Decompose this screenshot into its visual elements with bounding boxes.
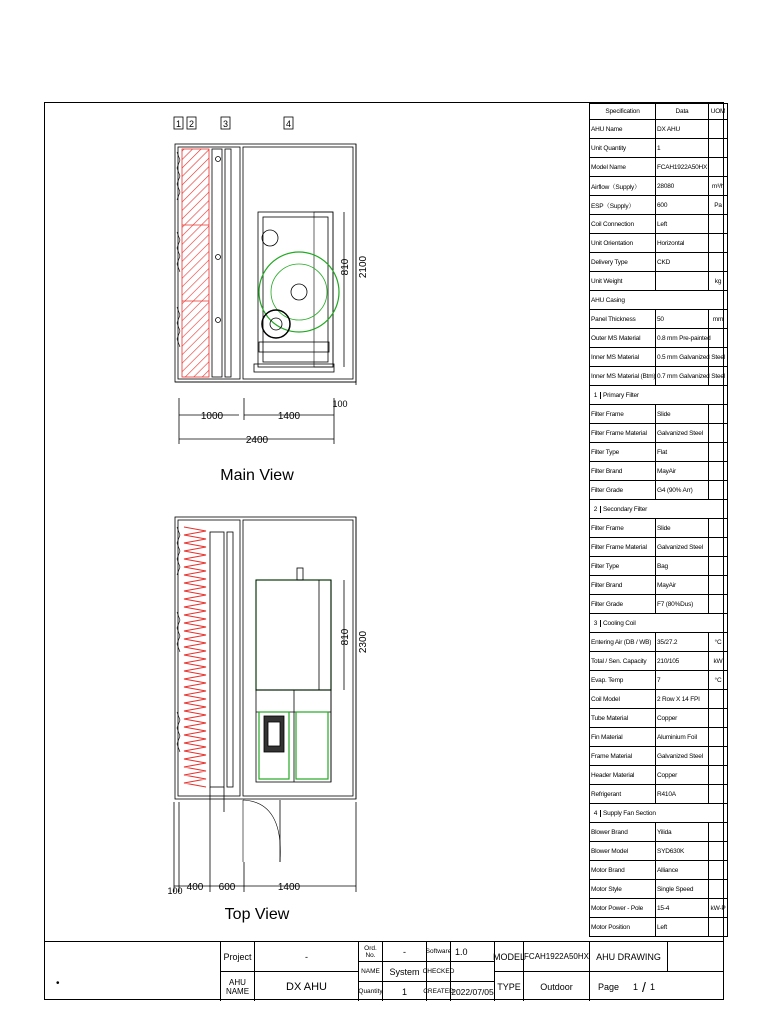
spec-row bbox=[590, 671, 728, 690]
created-value: 2022/07/05 bbox=[450, 982, 494, 1001]
spec-section-label: Secondary Filter bbox=[603, 505, 648, 513]
spec-uom: kW bbox=[709, 652, 728, 671]
spec-row bbox=[590, 576, 728, 595]
spec-label: Motor Brand bbox=[590, 861, 656, 880]
spec-label: Frame Material bbox=[590, 747, 656, 766]
project-label: Project bbox=[220, 942, 254, 971]
software-value: 1.0 bbox=[450, 942, 494, 961]
spec-row bbox=[590, 595, 728, 614]
spec-label: Unit Weight bbox=[590, 272, 656, 291]
ord-no-value: - bbox=[382, 942, 426, 961]
spec-label: Filter Type bbox=[590, 557, 656, 576]
spec-header-cell: UOM bbox=[709, 104, 728, 120]
spec-row bbox=[590, 652, 728, 671]
spec-label: Filter Brand bbox=[590, 462, 656, 481]
spec-row bbox=[590, 690, 728, 709]
spec-label: Model Name bbox=[590, 158, 656, 177]
spec-value: Left bbox=[656, 918, 709, 937]
spec-value: 2 Row X 14 FPI bbox=[656, 690, 709, 709]
spec-row bbox=[590, 367, 728, 386]
page-label: Page bbox=[598, 981, 620, 992]
tag-3: 3 bbox=[222, 119, 229, 129]
dim-1400-main: 1400 bbox=[277, 411, 301, 422]
spec-label: Inner MS Material bbox=[590, 348, 656, 367]
spec-uom bbox=[709, 880, 728, 899]
spec-row bbox=[590, 918, 728, 937]
spec-uom bbox=[709, 557, 728, 576]
spec-uom bbox=[709, 538, 728, 557]
created-label: CREATED bbox=[426, 982, 450, 1001]
ahu-name-label: AHU NAME bbox=[220, 972, 254, 1001]
spec-row bbox=[590, 766, 728, 785]
spec-row bbox=[590, 500, 728, 519]
spec-uom bbox=[709, 120, 728, 139]
spec-value: Yilida bbox=[656, 823, 709, 842]
spec-value: CKD bbox=[656, 253, 709, 272]
spec-label: Total / Sen. Capacity bbox=[590, 652, 656, 671]
spec-label: Evap. Temp bbox=[590, 671, 656, 690]
spec-row bbox=[590, 519, 728, 538]
spec-label: Fin Material bbox=[590, 728, 656, 747]
spec-value bbox=[656, 272, 709, 291]
dim-100-main: 100 bbox=[332, 399, 348, 409]
spec-value: Copper bbox=[656, 766, 709, 785]
spec-row bbox=[590, 462, 728, 481]
spec-label: Unit Quantity bbox=[590, 139, 656, 158]
spec-value: Aluminium Foil bbox=[656, 728, 709, 747]
spec-value: 210/105 bbox=[656, 652, 709, 671]
tag-1: 1 bbox=[175, 119, 182, 129]
spec-row bbox=[590, 158, 728, 177]
spec-section-header bbox=[590, 614, 728, 633]
spec-row bbox=[590, 424, 728, 443]
spec-uom bbox=[709, 139, 728, 158]
spec-label: Motor Position bbox=[590, 918, 656, 937]
spec-row bbox=[590, 785, 728, 804]
spec-uom bbox=[709, 253, 728, 272]
ahu-drawing bbox=[44, 102, 589, 941]
spec-row bbox=[590, 329, 728, 348]
spec-row bbox=[590, 272, 728, 291]
spec-uom bbox=[709, 424, 728, 443]
dim-2100: 2100 bbox=[358, 255, 369, 279]
spec-row bbox=[590, 747, 728, 766]
dot-mark: • bbox=[56, 978, 60, 989]
drawing-title-blank bbox=[667, 942, 724, 971]
spec-row bbox=[590, 310, 728, 329]
spec-section-label: Primary Filter bbox=[603, 391, 639, 399]
ahu-name-value: DX AHU bbox=[254, 972, 358, 1001]
spec-uom bbox=[709, 690, 728, 709]
spec-value: Alliance bbox=[656, 861, 709, 880]
spec-value: 0.7 mm Galvanized Steel bbox=[656, 367, 709, 386]
spec-label: Airflow（Supply） bbox=[590, 177, 656, 196]
spec-label: Filter Type bbox=[590, 443, 656, 462]
spec-value: FCAH1922A50HX bbox=[656, 158, 709, 177]
spec-value: Single Speed bbox=[656, 880, 709, 899]
spec-value: SYD630K bbox=[656, 842, 709, 861]
spec-value: 600 bbox=[656, 196, 709, 215]
dim-2300: 2300 bbox=[358, 630, 369, 654]
spec-value: 28080 bbox=[656, 177, 709, 196]
spec-value: Galvanized Steel bbox=[656, 747, 709, 766]
spec-value: Horizontal bbox=[656, 234, 709, 253]
spec-row bbox=[590, 728, 728, 747]
tag-2: 2 bbox=[188, 119, 195, 129]
spec-row bbox=[590, 899, 728, 918]
spec-label: Header Material bbox=[590, 766, 656, 785]
spec-label: Filter Frame Material bbox=[590, 538, 656, 557]
spec-value: Left bbox=[656, 215, 709, 234]
page-separator: / bbox=[642, 978, 646, 995]
spec-uom bbox=[709, 158, 728, 177]
spec-label: ESP（Supply） bbox=[590, 196, 656, 215]
spec-row bbox=[590, 481, 728, 500]
spec-label: Filter Frame bbox=[590, 405, 656, 424]
spec-value: G4 (90% Arr) bbox=[656, 481, 709, 500]
spec-value: MayAir bbox=[656, 576, 709, 595]
quantity-label: Quantity bbox=[358, 982, 382, 1001]
main-view-title: Main View bbox=[220, 467, 294, 484]
spec-value: F7 (80%Dus) bbox=[656, 595, 709, 614]
spec-uom bbox=[709, 595, 728, 614]
spec-uom bbox=[709, 234, 728, 253]
spec-value: Flat bbox=[656, 443, 709, 462]
spec-uom: °C bbox=[709, 671, 728, 690]
spec-label: Filter Grade bbox=[590, 595, 656, 614]
spec-row bbox=[590, 842, 728, 861]
spec-section-number: 3 bbox=[591, 620, 601, 627]
spec-section-header bbox=[590, 804, 728, 823]
spec-uom: m³/h bbox=[709, 177, 728, 196]
dim-600: 600 bbox=[218, 882, 236, 893]
dim-810-main: 810 bbox=[340, 258, 351, 276]
specification-table bbox=[589, 103, 728, 937]
spec-row bbox=[590, 386, 728, 405]
spec-value: 50 bbox=[656, 310, 709, 329]
spec-uom bbox=[709, 709, 728, 728]
spec-value: 0.8 mm Pre-painted bbox=[656, 329, 709, 348]
spec-value: Galvanized Steel bbox=[656, 538, 709, 557]
top-view bbox=[174, 517, 356, 892]
dim-2400: 2400 bbox=[245, 435, 269, 446]
dim-100-top: 100 bbox=[167, 886, 183, 896]
spec-uom bbox=[709, 842, 728, 861]
spec-section-label: Cooling Coil bbox=[603, 619, 636, 627]
spec-row bbox=[590, 234, 728, 253]
spec-row bbox=[590, 291, 728, 310]
spec-uom bbox=[709, 728, 728, 747]
model-label: MODEL bbox=[494, 942, 523, 971]
spec-uom bbox=[709, 405, 728, 424]
checked-label: CHECKED bbox=[426, 962, 450, 981]
spec-uom: Pa bbox=[709, 196, 728, 215]
spec-row bbox=[590, 633, 728, 652]
spec-label: Delivery Type bbox=[590, 253, 656, 272]
spec-uom bbox=[709, 823, 728, 842]
spec-section-header bbox=[590, 291, 728, 310]
page-current: 1 bbox=[633, 981, 639, 992]
dim-1400-top: 1400 bbox=[277, 882, 301, 893]
spec-value: 0.5 mm Galvanized Steel bbox=[656, 348, 709, 367]
spec-row bbox=[590, 177, 728, 196]
spec-uom bbox=[709, 443, 728, 462]
spec-label: Filter Grade bbox=[590, 481, 656, 500]
spec-section-number: 1 bbox=[591, 392, 601, 399]
spec-label: Inner MS Material (Btm) bbox=[590, 367, 656, 386]
spec-label: Entering Air (DB / WB) bbox=[590, 633, 656, 652]
spec-value: R410A bbox=[656, 785, 709, 804]
spec-value: Galvanized Steel bbox=[656, 424, 709, 443]
software-label: Software bbox=[426, 942, 450, 961]
spec-row bbox=[590, 348, 728, 367]
type-label: TYPE bbox=[494, 972, 523, 1001]
spec-label: Tube Material bbox=[590, 709, 656, 728]
project-value: - bbox=[254, 942, 358, 971]
spec-value: 35/27.2 bbox=[656, 633, 709, 652]
spec-section-header bbox=[590, 386, 728, 405]
spec-uom bbox=[709, 861, 728, 880]
spec-value: 15-4 bbox=[656, 899, 709, 918]
spec-row bbox=[590, 215, 728, 234]
spec-uom bbox=[709, 481, 728, 500]
spec-header-cell: Data bbox=[656, 104, 709, 120]
name-label: NAME bbox=[358, 962, 382, 981]
spec-row bbox=[590, 709, 728, 728]
checked-value bbox=[450, 962, 494, 981]
spec-section-label: Supply Fan Section bbox=[603, 809, 656, 817]
spec-uom bbox=[709, 519, 728, 538]
spec-uom bbox=[709, 462, 728, 481]
tag-4: 4 bbox=[285, 119, 292, 129]
spec-row bbox=[590, 823, 728, 842]
top-view-title: Top View bbox=[224, 906, 290, 923]
spec-row bbox=[590, 861, 728, 880]
spec-value: 1 bbox=[656, 139, 709, 158]
spec-label: Blower Model bbox=[590, 842, 656, 861]
spec-label: Coil Model bbox=[590, 690, 656, 709]
main-view bbox=[175, 144, 356, 444]
spec-uom: kg bbox=[709, 272, 728, 291]
spec-value: Bag bbox=[656, 557, 709, 576]
spec-label: Filter Frame Material bbox=[590, 424, 656, 443]
spec-value: Slide bbox=[656, 405, 709, 424]
dim-1000: 1000 bbox=[200, 411, 224, 422]
spec-uom: kW-P bbox=[709, 899, 728, 918]
spec-row bbox=[590, 405, 728, 424]
spec-section-number: 4 bbox=[591, 810, 601, 817]
spec-header-row bbox=[590, 104, 728, 120]
spec-uom bbox=[709, 747, 728, 766]
spec-uom: °C bbox=[709, 633, 728, 652]
spec-label: Motor Power - Pole bbox=[590, 899, 656, 918]
spec-label: Refrigerant bbox=[590, 785, 656, 804]
spec-row bbox=[590, 196, 728, 215]
spec-value: Copper bbox=[656, 709, 709, 728]
dim-810-top: 810 bbox=[340, 628, 351, 646]
spec-uom: mm bbox=[709, 310, 728, 329]
spec-label: Motor Style bbox=[590, 880, 656, 899]
quantity-value: 1 bbox=[382, 982, 426, 1001]
spec-value: Slide bbox=[656, 519, 709, 538]
spec-label: Filter Frame bbox=[590, 519, 656, 538]
spec-uom bbox=[709, 766, 728, 785]
spec-row bbox=[590, 253, 728, 272]
spec-row bbox=[590, 804, 728, 823]
spec-label: Coil Connection bbox=[590, 215, 656, 234]
name-value: System bbox=[382, 962, 426, 981]
spec-uom bbox=[709, 918, 728, 937]
ord-no-label: Ord. No. bbox=[358, 942, 382, 961]
spec-label: Outer MS Material bbox=[590, 329, 656, 348]
spec-uom bbox=[709, 215, 728, 234]
spec-label: AHU Name bbox=[590, 120, 656, 139]
spec-header-cell: Specification bbox=[590, 104, 656, 120]
spec-uom bbox=[709, 785, 728, 804]
title-block bbox=[44, 941, 724, 1001]
spec-label: Filter Brand bbox=[590, 576, 656, 595]
spec-row bbox=[590, 880, 728, 899]
spec-row bbox=[590, 139, 728, 158]
page-total: 1 bbox=[649, 981, 655, 992]
spec-row bbox=[590, 443, 728, 462]
model-value: FCAH1922A50HX bbox=[523, 942, 589, 971]
page-indicator bbox=[589, 972, 724, 1001]
drawing-title: AHU DRAWING bbox=[589, 942, 667, 971]
spec-label: Unit Orientation bbox=[590, 234, 656, 253]
spec-section-label: AHU Casing bbox=[591, 296, 625, 304]
type-value: Outdoor bbox=[523, 972, 589, 1001]
spec-section-header bbox=[590, 500, 728, 519]
dim-400: 400 bbox=[186, 882, 204, 893]
spec-value: MayAir bbox=[656, 462, 709, 481]
spec-label: Blower Brand bbox=[590, 823, 656, 842]
spec-uom bbox=[709, 576, 728, 595]
spec-uom bbox=[709, 329, 728, 348]
spec-section-number: 2 bbox=[591, 506, 601, 513]
spec-value: 7 bbox=[656, 671, 709, 690]
section-tags bbox=[174, 117, 293, 129]
spec-row bbox=[590, 557, 728, 576]
spec-row bbox=[590, 614, 728, 633]
spec-row bbox=[590, 120, 728, 139]
spec-row bbox=[590, 538, 728, 557]
spec-value: DX AHU bbox=[656, 120, 709, 139]
spec-label: Panel Thickness bbox=[590, 310, 656, 329]
